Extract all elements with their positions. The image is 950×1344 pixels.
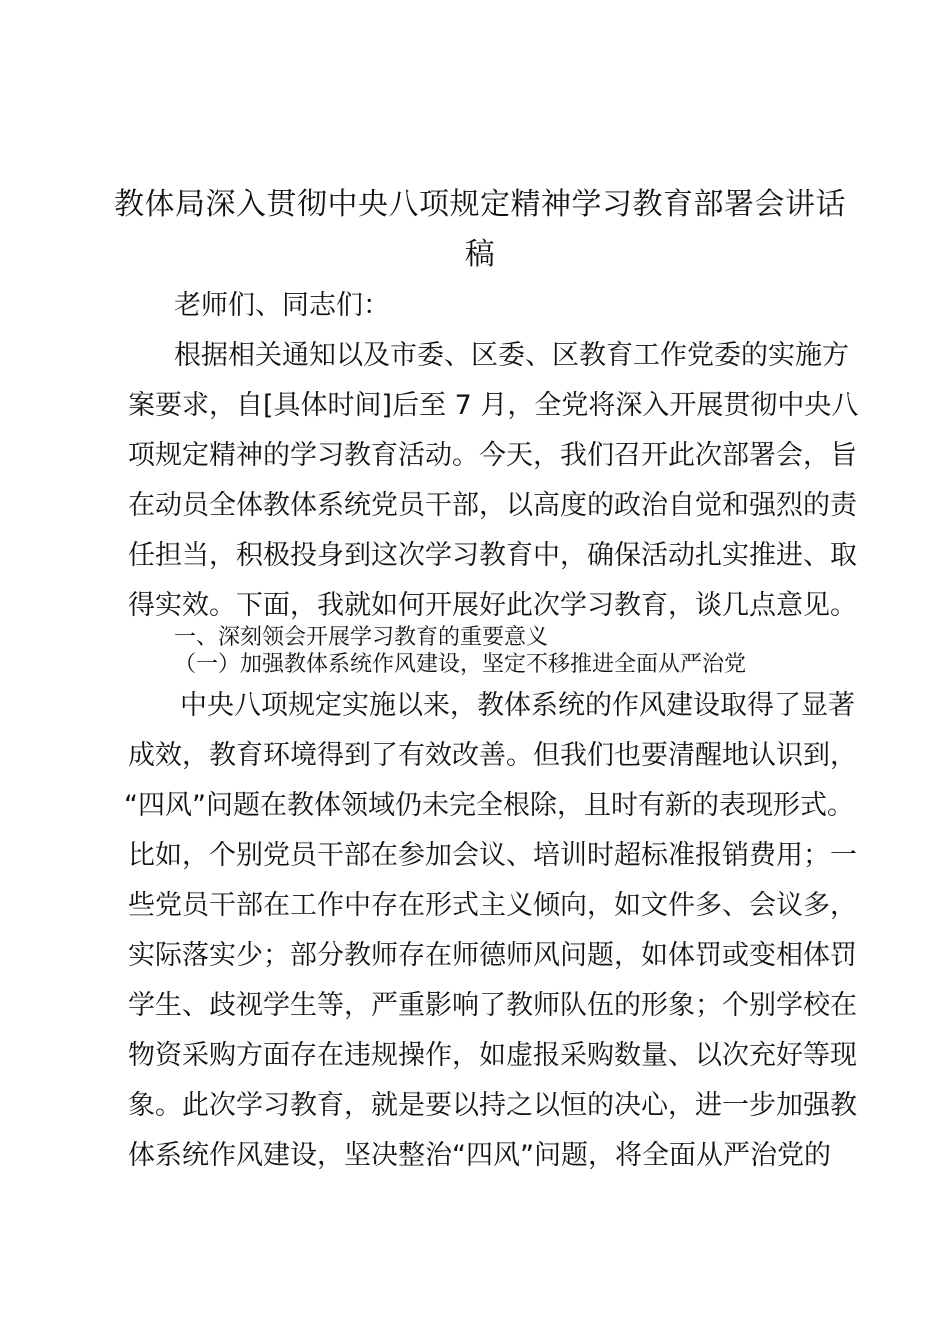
body-line-8: 物资采购方面存在违规操作，如虚报采购数量、以次充好等现: [128, 1040, 857, 1071]
document-title: [110, 180, 850, 280]
intro-line-6: 得实效。下面，我就如何开展好此次学习教育，谈几点意见。: [128, 590, 857, 621]
body-line-9: 象。此次学习教育，就是要以持之以恒的决心，进一步加强教: [128, 1090, 857, 1121]
section-heading-1: 一、深刻领会开展学习教育的重要意义: [174, 625, 549, 650]
body-line-5: 些党员干部在工作中存在形式主义倾向，如文件多、会议多，: [128, 890, 857, 921]
intro-line-1: 根据相关通知以及市委、区委、区教育工作党委的实施方: [174, 340, 849, 371]
body-line-1: 中央八项规定实施以来，教体系统的作风建设取得了显著: [180, 690, 855, 721]
intro-line-3: 项规定精神的学习教育活动。今天，我们召开此次部署会，旨: [128, 440, 857, 471]
body-line-3: “四风”问题在教体领域仍未完全根除，且时有新的表现形式。: [124, 790, 854, 821]
greeting: 老师们、同志们：: [174, 290, 390, 321]
intro-line-4: 在动员全体教体系统党员干部，以高度的政治自觉和强烈的责: [128, 490, 857, 521]
intro-line-2: 案要求，自[具体时间]后至 7 月，全党将深入开展贯彻中央八: [128, 390, 859, 421]
body-line-6: 实际落实少；部分教师存在师德师风问题，如体罚或变相体罚: [128, 940, 857, 971]
intro-line-5: 任担当，积极投身到这次学习教育中，确保活动扎实推进、取: [128, 540, 857, 571]
body-line-4: 比如，个别党员干部在参加会议、培训时超标准报销费用；一: [128, 840, 857, 871]
body-line-7: 学生、歧视学生等，严重影响了教师队伍的形象；个别学校在: [128, 990, 857, 1021]
title-line-2: 稿: [464, 237, 496, 272]
body-line-2: 成效，教育环境得到了有效改善。但我们也要清醒地认识到，: [128, 740, 857, 771]
body-line-10: 体系统作风建设，坚决整治“四风”问题，将全面从严治党的: [128, 1140, 831, 1171]
subsection-heading-1-1: （一）加强教体系统作风建设，坚定不移推进全面从严治党: [174, 652, 747, 677]
title-line-1: 教体局深入贯彻中央八项规定精神学习教育部署会讲话: [114, 187, 846, 222]
